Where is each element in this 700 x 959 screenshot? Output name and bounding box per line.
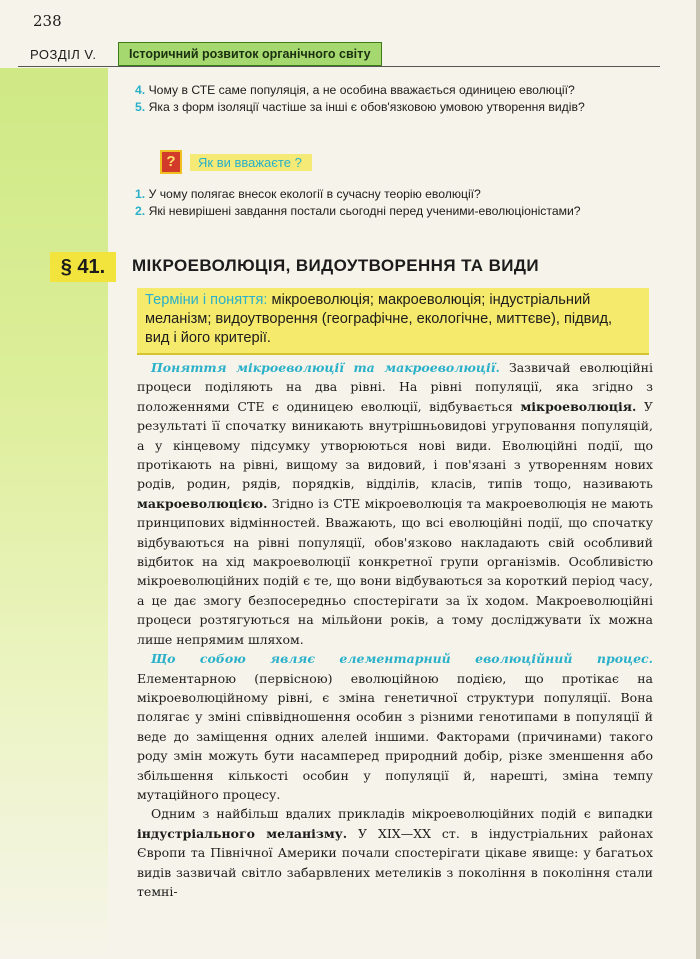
text-run: У XIX—XX ст. в індустріальних районах Європи та Північної Америки почали спостерігати цікаве явище: у багатьох видів зазвичай світло забарвлених метеликів з покоління в покоління стали темні- — [137, 825, 653, 899]
paragraph — [137, 649, 653, 804]
section-number: § 41. — [50, 252, 116, 282]
text-run: Згідно із СТЕ мікроеволюція та макроеволюція не мають принципових відмінностей. Вважають, що всі еволюційні події, що спочатку відбуваються на рівні популяції, обов'язково накладають свій особливий відбиток на хід макроеволюції конкретної групи організмів. Особливістю мікроеволюційних подій є те, що вони відбуваються за короткий період часу, а це дає змогу безпосередньо спостерігати за їх ходом. Макроеволюційні процеси розтягуються на мільйони років, а тому досліджувати їх можна лише непрямим шляхом. — [137, 495, 653, 647]
section-title: МІКРОЕВОЛЮЦІЯ, ВИДОУТВОРЕННЯ ТА ВИДИ — [132, 256, 540, 275]
page-edge — [696, 0, 700, 959]
page-number: 238 — [33, 12, 62, 30]
think-label: Як ви вважаєте ? — [190, 154, 312, 171]
question-mark-icon: ? — [160, 150, 182, 174]
terms-text: мікроеволюція; макроеволюція; індустріальний меланізм; видоутворення (географічне, екологічне, миттєве), підвид, вид і його критерії. — [145, 292, 613, 346]
chapter-label: РОЗДІЛ V. — [30, 47, 97, 62]
question-item — [135, 203, 655, 219]
question-number: 5. — [135, 100, 146, 114]
question-text: У чому полягає внесок екології в сучасну теорію еволюції? — [148, 187, 481, 201]
term-bold: мікроеволюція. — [520, 398, 637, 414]
term-bold: макроеволюцією. — [137, 495, 268, 511]
question-text: Чому в СТЕ саме популяція, а не особина вважається одиницею еволюції? — [148, 83, 575, 97]
question-item — [135, 186, 655, 202]
question-text: Яка з форм ізоляції частіше за інші є обов'язковою умовою утворення видів? — [148, 100, 585, 114]
text-run: Зазвичай еволюційні процеси поділяють на два рівні. На рівні популяції, яка згідно з положеннями СТЕ є одиницею еволюції, відбувається — [137, 360, 653, 414]
chapter-title: Історичний розвиток органічного світу — [118, 42, 382, 66]
text-run: У результаті її спочатку виникають внутрішньовидові угруповання популяцій, а у кінцевому підсумку утворюються нові види. Еволюційні події, що протікають на рівні, вищому за видовий, і пов'язані з утворенням нових родів, родин, рядів, порядків, відділів, класів, типів тощо, називають — [137, 398, 653, 492]
main-text — [137, 358, 653, 901]
terms-box — [137, 288, 649, 355]
question-text: Які невирішені завдання постали сьогодні перед ученими-еволюціоністами? — [148, 204, 581, 218]
header-divider — [18, 66, 660, 67]
term-bold: індустріального меланізму. — [137, 825, 348, 841]
text-run: Одним з найбільш вдалих прикладів мікроеволюційних подій є випадки — [151, 806, 653, 822]
think-heading — [160, 150, 312, 174]
question-number: 4. — [135, 83, 146, 97]
terms-label: Терміни і поняття: — [145, 292, 268, 308]
paragraph — [137, 358, 653, 649]
text-run: Елементарною (первісною) еволюційною подією, що протікає на мікроеволюційному рівні, є зміна генетичної структури популяції. Вона полягає у зміні співвідношення особин з різними генотипами в популяції й веде до заміщення одних алелей іншими. Факторами (причинами) такого роду змін можуть бути насамперед природний добір, різке зменшення або збільшення кількості особин у популяції й, нарешті, зміна темпу мутаційного процесу. — [137, 670, 653, 802]
margin-green-band — [0, 68, 108, 959]
question-item — [135, 82, 655, 98]
paragraph-heading: Що собою являє елементарний еволюційний процес. — [151, 651, 653, 667]
paragraph — [137, 804, 653, 901]
question-number: 2. — [135, 204, 146, 218]
review-questions — [135, 82, 655, 116]
question-item — [135, 99, 655, 115]
think-questions — [135, 186, 655, 220]
question-number: 1. — [135, 187, 146, 201]
paragraph-heading: Поняття мікроеволюції та макроеволюції. — [151, 360, 500, 375]
